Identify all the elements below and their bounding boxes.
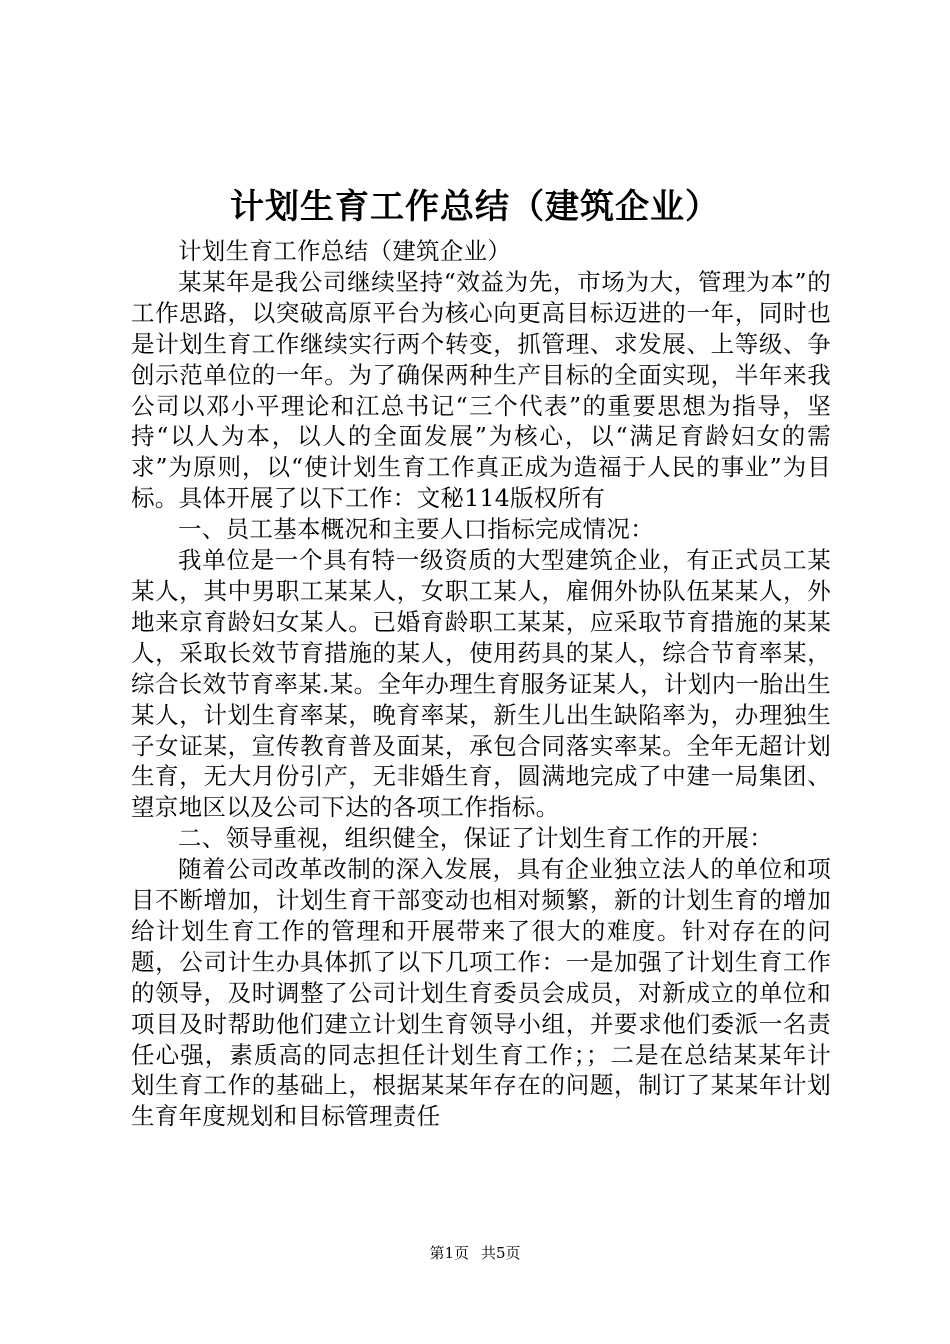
page-total: 共5页 [481,1244,521,1262]
subtitle-paragraph: 计划生育工作总结（建筑企业） [178,237,512,265]
section-2-paragraph: 随着公司改革改制的深入发展，具有企业独立法人的单位和项目不断增加，计划生育干部变动也相对频繁，新的计划生育的增加给计划生育工作的管理和开展带来了很大的难度。针对存在的问题，公司计生办具体抓了以下几项工作：一是加强了计划生育工作的领导，及时调整了公司计划生育委员会成员，对新成立的单位和项目及时帮助他们建立计划生育领导小组，并要求他们委派一名责任心强，素质高的同志担任计划生育工作；；二是在总结某某年计划生育工作的基础上，根据某某年存在的问题，制订了某某年计划生育年度规划和目标管理责任 [131,855,831,1131]
document-body [131,236,831,1132]
page-footer [0,1243,950,1263]
section-heading-1: 一、员工基本概况和主要人口指标完成情况： [178,515,654,544]
document-title: 计划生育工作总结（建筑企业） [230,187,720,227]
section-heading-2: 二、领导重视，组织健全，保证了计划生育工作的开展： [178,824,773,853]
page-number: 第1页 [429,1244,469,1262]
section-1-paragraph: 我单位是一个具有特一级资质的大型建筑企业，有正式员工某某人，其中男职工某某人，女职工某人，雇佣外协队伍某某人，外地来京育龄妇女某人。已婚育龄职工某某，应采取节育措施的某某人，采取长效节育措施的某人，使用药具的某人，综合节育率某，综合长效节育率某.某。全年办理生育服务证某人，计划内一胎出生某人，计划生育率某，晚育率某，新生儿出生缺陷率为，办理独生子女证某，宣传教育普及面某，承包合同落实率某。全年无超计划生育，无大月份引产，无非婚生育，圆满地完成了中建一局集团、望京地区以及公司下达的各项工作指标。 [131,546,831,822]
intro-paragraph: 某某年是我公司继续坚持“效益为先，市场为大，管理为本”的工作思路，以突破高原平台为核心向更高目标迈进的一年，同时也是计划生育工作继续实行两个转变，抓管理、求发展、上等级、争创示范单位的一年。为了确保两种生产目标的全面实现，半年来我公司以邓小平理论和江总书记“三个代表”的重要思想为指导，坚持“以人为本，以人的全面发展”为核心，以“满足育龄妇女的需求”为原则，以“使计划生育工作真正成为造福于人民的事业”为目标。具体开展了以下工作：文秘114版权所有 [131,267,831,513]
